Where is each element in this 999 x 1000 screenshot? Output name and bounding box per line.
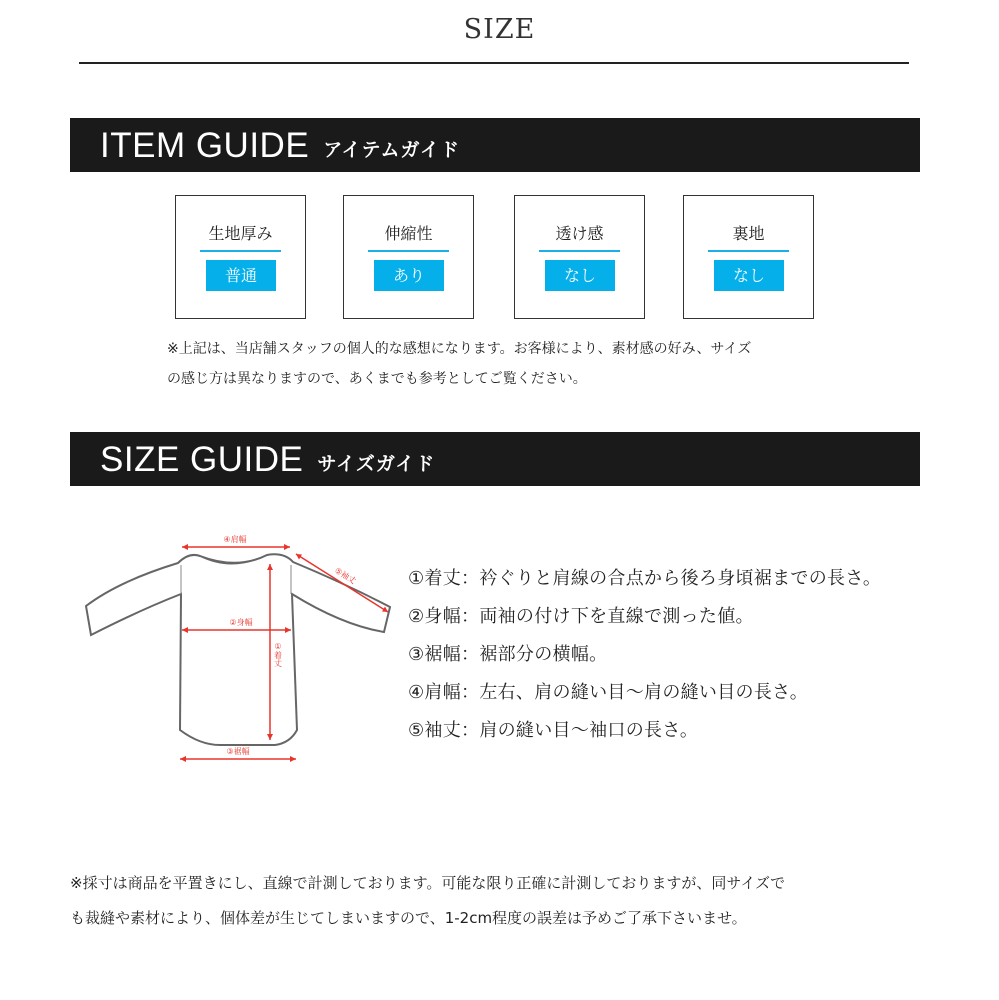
card-value: あり — [374, 260, 444, 291]
card-lining — [683, 195, 814, 319]
card-label: 裏地 — [732, 224, 765, 243]
note-line: ※上記は、当店舗スタッフの個人的な感想になります。お客様により、素材感の好み、サイズ — [167, 341, 752, 357]
item-guide-header — [70, 118, 920, 172]
card-value: なし — [545, 260, 615, 291]
measurement-item: ④肩幅：左右、肩の縫い目〜肩の縫い目の長さ。 — [408, 682, 809, 703]
measurement-definitions — [408, 560, 881, 750]
disclaimer-line: ※採寸は商品を平置きにし、直線で計測しております。可能な限り正確に計測しておりますが、同サイズで — [70, 874, 786, 892]
card-label: 生地厚み — [208, 224, 273, 243]
card-label: 透け感 — [555, 224, 604, 243]
page-title: SIZE — [463, 14, 536, 45]
item-guide-subtitle: アイテムガイド — [323, 138, 460, 161]
garment-diagram — [80, 530, 400, 770]
size-guide-title: SIZE GUIDE — [100, 439, 304, 479]
note-line: の感じ方は異なりますので、あくまでも参考としてご覧ください。 — [167, 371, 587, 387]
size-guide-header — [70, 432, 920, 486]
title-divider — [79, 62, 909, 64]
item-guide-cards — [175, 195, 815, 321]
measurement-item: ②身幅：両袖の付け下を直線で測った値。 — [408, 606, 754, 627]
card-divider — [539, 250, 620, 252]
hem-label: ③裾幅 — [226, 747, 250, 756]
card-divider — [200, 250, 281, 252]
length-label: ①着丈 — [273, 642, 283, 667]
card-fabric-thickness — [175, 195, 306, 319]
card-divider — [708, 250, 789, 252]
measurement-item: ③裾幅：裾部分の横幅。 — [408, 644, 608, 665]
sleeve-label: ⑤袖丈 — [333, 565, 358, 586]
card-stretch — [343, 195, 474, 319]
disclaimer-line: も裁縫や素材により、個体差が生じてしまいますので、1-2cm程度の誤差は予めご了承下さいませ。 — [70, 909, 747, 927]
shoulder-label: ④肩幅 — [223, 535, 247, 544]
measurement-item: ⑤袖丈：肩の縫い目〜袖口の長さ。 — [408, 720, 699, 741]
measurement-disclaimer — [70, 866, 930, 936]
card-sheerness — [514, 195, 645, 319]
item-guide-note — [167, 334, 751, 394]
measurement-item: ①着丈：衿ぐりと肩線の合点から後ろ身頃裾までの長さ。 — [408, 568, 882, 589]
item-guide-title: ITEM GUIDE — [100, 125, 310, 165]
size-guide-subtitle: サイズガイド — [317, 452, 436, 475]
card-label: 伸縮性 — [384, 224, 433, 243]
shirt-outline — [86, 554, 390, 745]
body-width-label: ②身幅 — [229, 618, 253, 627]
card-value: 普通 — [206, 260, 276, 291]
card-divider — [368, 250, 449, 252]
card-value: なし — [714, 260, 784, 291]
